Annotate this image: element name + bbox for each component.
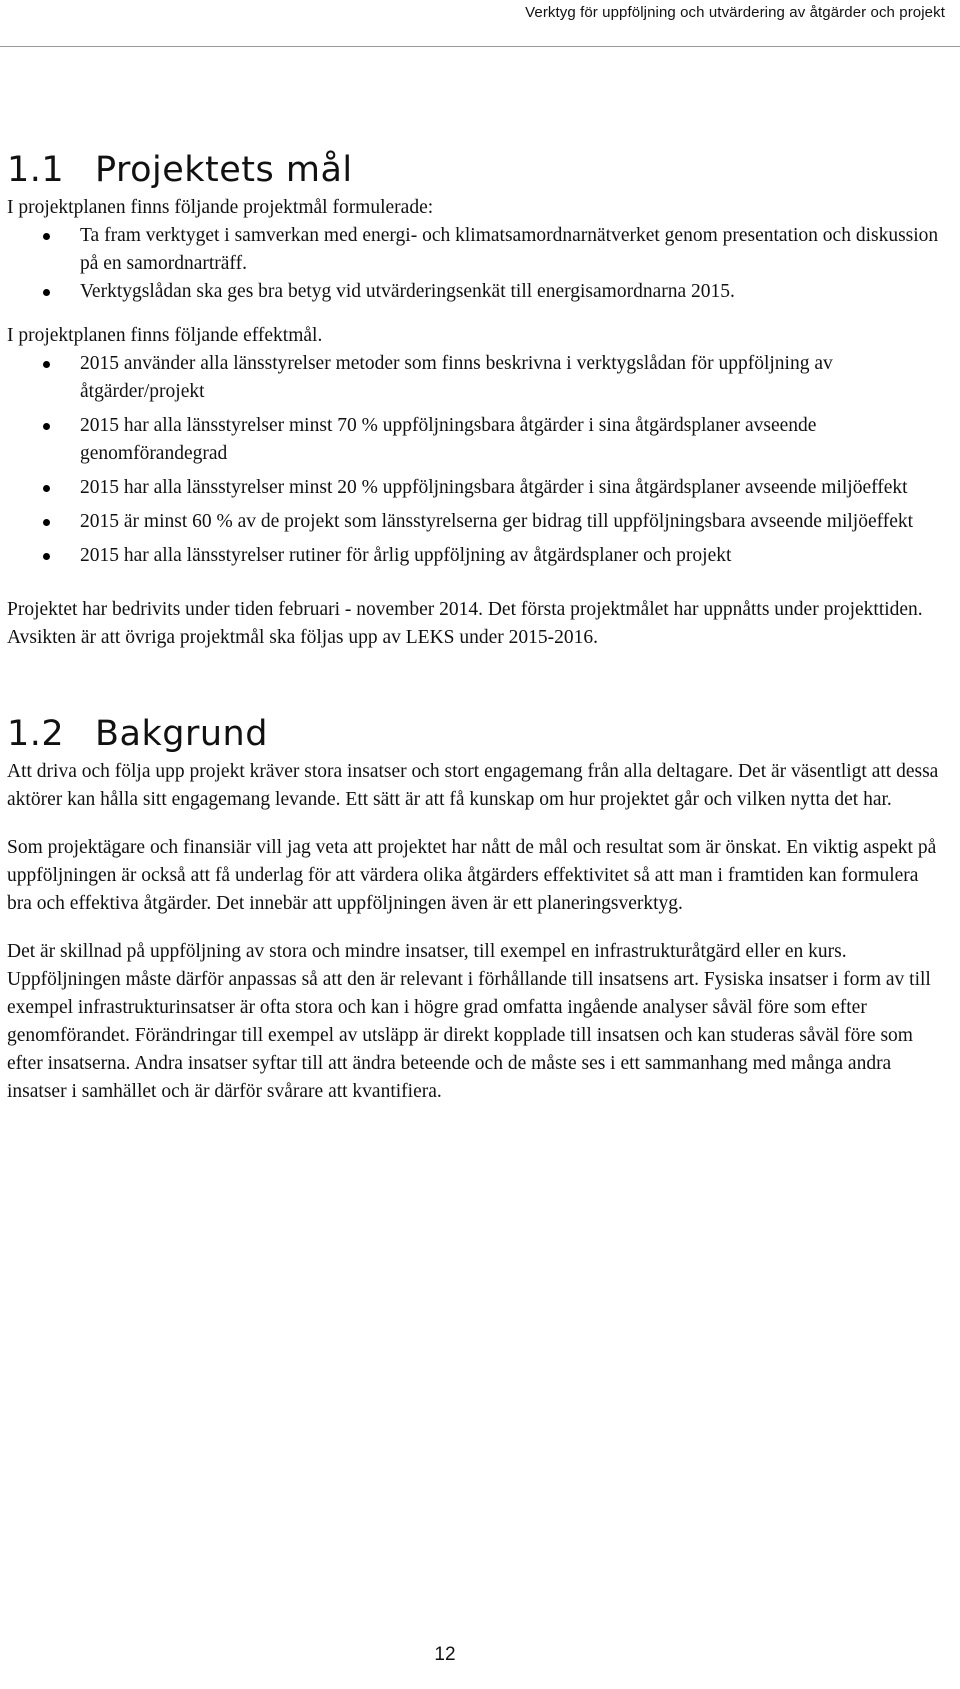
document-body [7,148,947,1106]
header-rule [0,46,960,47]
list-item: 2015 använder alla länsstyrelser metoder som finns beskrivna i verktygslådan för uppföljning av åtgärder/projekt [7,350,947,406]
effect-goals-list [7,350,947,570]
summary-paragraph: Projektet har bedrivits under tiden februari - november 2014. Det första projektmålet har uppnåtts under projekttiden. Avsikten är att övriga projektmål ska följas upp av LEKS under 2015-2016. [7,599,923,648]
list-item: Ta fram verktyget i samverkan med energi- och klimatsamordnarnätverket genom presentation och diskussion på en samordnarträff. [7,222,947,278]
running-header: Verktyg för uppföljning och utvärdering av åtgärder och projekt [525,4,945,21]
background-paragraph-2: Som projektägare och finansiär vill jag veta att projektet har nått de mål och resultat som är önskat. En viktig aspekt på uppföljningen är också att få underlag för att värdera olika åtgärders effektivitet så att man i framtiden kan formulera bra och effektiva åtgärder. Det innebär att uppföljningen även är ett planeringsverktyg. [7,837,937,914]
bullet-icon [43,519,50,526]
list-item: 2015 har alla länsstyrelser minst 20 % uppföljningsbara åtgärder i sina åtgärdsplaner avseende miljöeffekt [7,474,947,502]
goals-intro: I projektplanen finns följande projektmål formulerade: [7,197,434,218]
section-heading-1-1 [7,148,947,192]
list-item: Verktygslådan ska ges bra betyg vid utvärderingsenkät till energisamordnarna 2015. [7,278,947,306]
list-item: 2015 har alla länsstyrelser minst 70 % uppföljningsbara åtgärder i sina åtgärdsplaner avseende genomförandegrad [7,412,947,468]
background-paragraph-1: Att driva och följa upp projekt kräver stora insatser och stort engagemang från alla deltagare. Det är väsentligt att dessa aktörer kan hålla sitt engagemang levande. Ett sätt är att få kunskap om hur projektet går och vilken nytta det har. [7,761,939,810]
section-title: Projektets mål [95,150,353,190]
list-item: 2015 är minst 60 % av de projekt som länsstyrelserna ger bidrag till uppföljningsbara avseende miljöeffekt [7,508,947,536]
bullet-icon [43,361,50,368]
project-goals-list [7,222,947,306]
bullet-icon [43,553,50,560]
section-number: 1.1 [7,150,65,190]
bullet-icon [43,233,50,240]
section-heading-1-2 [7,712,947,756]
section-title: Bakgrund [95,714,268,754]
bullet-icon [43,423,50,430]
page-number: 12 [434,1644,456,1665]
effects-intro: I projektplanen finns följande effektmål. [7,325,323,346]
section-number: 1.2 [7,714,65,754]
background-paragraph-3: Det är skillnad på uppföljning av stora och mindre insatser, till exempel en infrastrukturåtgärd eller en kurs. Uppföljningen måste därför anpassas så att den är relevant i förhållande till insatsens art. Fysiska insatser i form av till exempel infrastrukturinsatser är ofta stora och kan i högre grad omfatta ingående analyser såväl före som efter genomförandet. Förändringar till exempel av utsläpp är direkt kopplade till insatsen och kan studeras såväl före som efter insatserna. Andra insatser syftar till att ändra beteende och de måste ses i ett sammanhang med många andra insatser i samhället och är därför svårare att kvantifiera. [7,941,931,1102]
list-item: 2015 har alla länsstyrelser rutiner för årlig uppföljning av åtgärdsplaner och projekt [7,542,947,570]
bullet-icon [43,289,50,296]
bullet-icon [43,485,50,492]
